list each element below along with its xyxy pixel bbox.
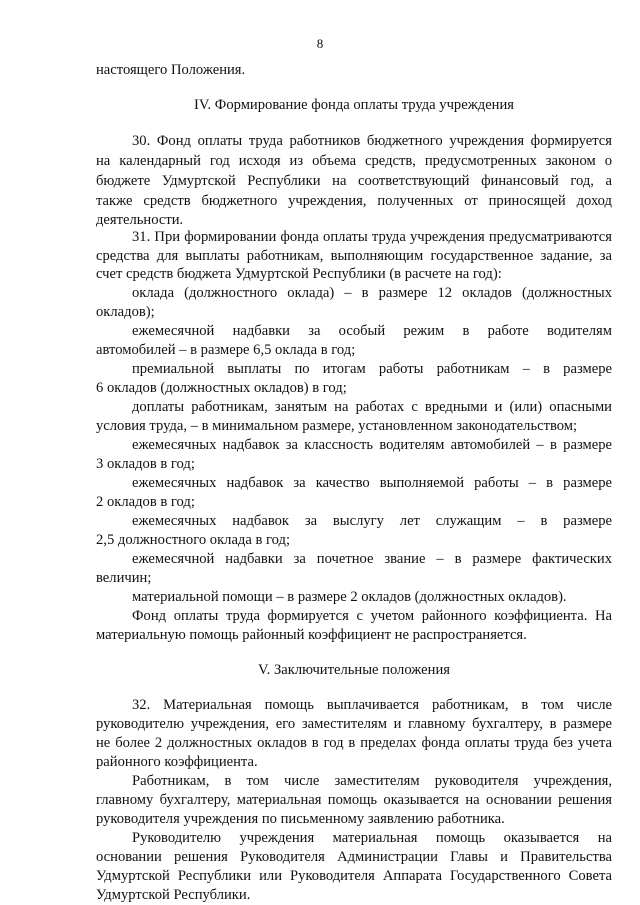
section-heading-v: V. Заключительные положения [258,662,450,678]
paragraph-line: счет средств бюджета Удмуртской Республики (в расчете на год): [96,266,502,282]
text-line: настоящего Положения. [96,62,246,78]
list-item-line: ежемесячных надбавок за классность водителям автомобилей – в размере [132,437,612,453]
list-item-line: 2 окладов в год; [96,494,195,510]
list-item-line: доплаты работникам, занятым на работах с вредными и (или) опасными [132,399,612,415]
paragraph-line: главному бухгалтеру, материальная помощь оказывается на основании решения [96,792,612,808]
paragraph-line: Удмуртской Республики или Руководителя Аппарата Государственного Совета [96,868,612,884]
list-item-line: 6 окладов (должностных окладов) в год; [96,380,347,396]
list-item-line: оклада (должностного оклада) – в размере 12 окладов (должностных [132,285,612,301]
paragraph-line: деятельности. [96,212,184,228]
list-item-line: премиальной выплаты по итогам работы работникам – в размере [132,361,612,377]
paragraph-line: Удмуртской Республики. [96,887,251,903]
paragraph-line: районного коэффициента. [96,754,258,770]
paragraph-line: Фонд оплаты труда формируется с учетом районного коэффициента. На [132,608,612,624]
paragraph-line: руководителю учреждения, его заместителям и главному бухгалтеру, в размере [96,716,612,732]
paragraph-line: не более 2 должностных окладов в год в пределах фонда оплаты труда без учета [96,735,612,751]
list-item-line: 3 окладов в год; [96,456,195,472]
paragraph-line: бюджете Удмуртской Республики на соответствующий финансовый год, а [96,173,612,189]
paragraph-line: Руководителю учреждения материальная помощь оказывается на [132,830,612,846]
list-item-line: ежемесячной надбавки за почетное звание – в размере фактических [132,551,612,567]
list-item-line: автомобилей – в размере 6,5 оклада в год; [96,342,356,358]
list-item-line: ежемесячных надбавок за выслугу лет служащим – в размере [132,513,612,529]
list-item-line: ежемесячной надбавки за особый режим в работе водителям [132,323,612,339]
section-heading-iv: IV. Формирование фонда оплаты труда учреждения [193,97,515,113]
list-item-line: ежемесячных надбавок за качество выполняемой работы – в размере [132,475,612,491]
paragraph-line: 31. При формировании фонда оплаты труда учреждения предусматриваются [132,229,612,245]
list-item-line: окладов); [96,304,155,320]
paragraph-line: материальную помощь районный коэффициент не распространяется. [96,627,527,643]
list-item-line: материальной помощи – в размере 2 окладов (должностных окладов). [132,589,567,605]
paragraph-line: на календарный год исходя из объема средств, предусмотренных законом о [96,153,612,169]
list-item-line: условия труда, – в минимальном размере, установленном законодательством; [96,418,578,434]
paragraph-line: 30. Фонд оплаты труда работников бюджетного учреждения формируется [132,133,612,149]
page-number: 8 [316,36,324,51]
paragraph-line: Работникам, в том числе заместителям руководителя учреждения, [132,773,612,789]
paragraph-line: также средств бюджетного учреждения, полученных от приносящей доход [96,193,612,209]
paragraph-line: основании решения Руководителя Администрации Главы и Правительства [96,849,612,865]
paragraph-line: 32. Материальная помощь выплачивается работникам, в том числе [132,697,612,713]
list-item-line: 2,5 должностного оклада в год; [96,532,291,548]
paragraph-line: средства для выплаты работникам, выполняющим государственное задание, за [96,248,612,264]
list-item-line: величин; [96,570,152,586]
paragraph-line: руководителя учреждения по письменному заявлению работника. [96,811,505,827]
